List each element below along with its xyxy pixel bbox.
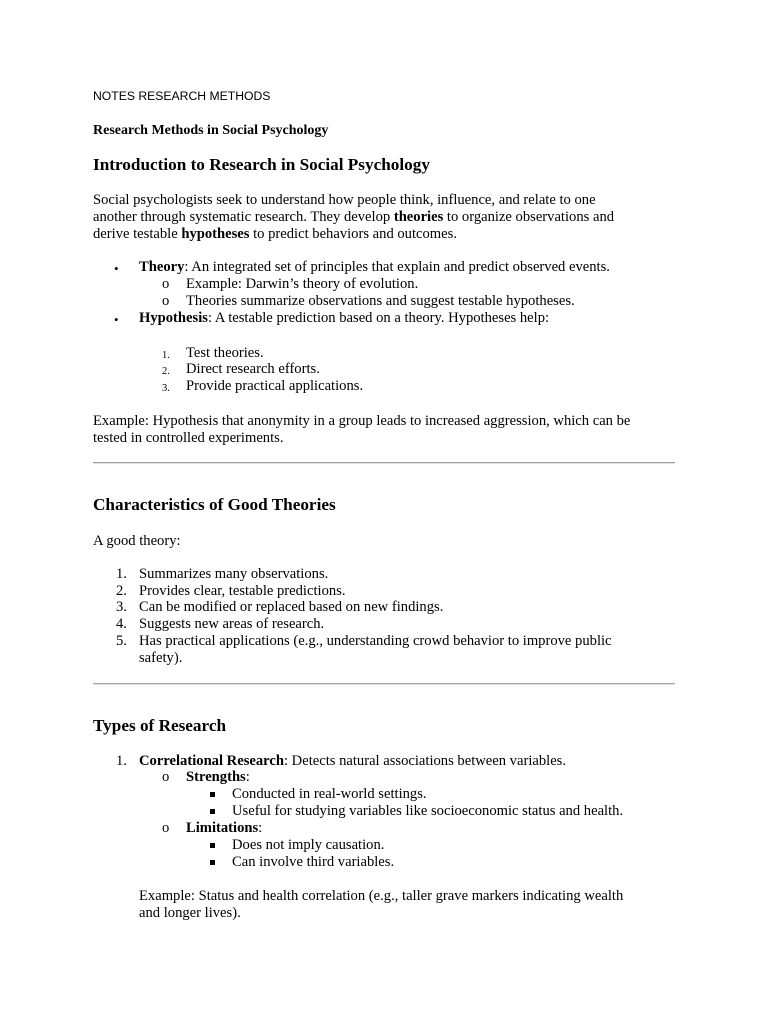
document-title: Research Methods in Social Psychology [93, 123, 329, 138]
limitation-item: Can involve third variables. [232, 854, 395, 870]
intro-example [93, 413, 683, 447]
square-bullet-icon [210, 809, 215, 814]
top-label: NOTES RESEARCH METHODS [93, 89, 271, 103]
bullet-theory-marker: • [114, 261, 119, 276]
intro-example-line-1: Example: Hypothesis that anonymity in a group leads to increased aggression, which can be [93, 413, 631, 429]
types-item-correlational: Correlational Research: Detects natural associations between variables. [139, 753, 567, 769]
square-bullet-icon [210, 860, 215, 865]
good-theory-number: 5. [116, 633, 127, 649]
strengths-label: Strengths: [186, 769, 250, 785]
good-theory-item-continued: safety). [139, 650, 183, 666]
square-bullet-icon [210, 792, 215, 797]
bullet-theory: Theory: An integrated set of principles that explain and predict observed events. [139, 259, 610, 275]
sub-bullet-marker: o [162, 769, 170, 785]
hypothesis-list-item: Test theories. [186, 345, 264, 361]
intro-paragraph [93, 192, 683, 243]
good-theories-heading: Characteristics of Good Theories [93, 495, 336, 514]
sub-bullet-marker: o [162, 276, 170, 292]
good-theory-number: 4. [116, 616, 127, 632]
sub-bullet-darwin: Example: Darwin’s theory of evolution. [186, 276, 419, 292]
strength-item: Conducted in real-world settings. [232, 786, 427, 802]
sub-bullet-summarize: Theories summarize observations and suggest testable hypotheses. [186, 293, 575, 309]
limitation-item: Does not imply causation. [232, 837, 385, 853]
hypothesis-list-item: Provide practical applications. [186, 378, 364, 394]
bullet-hypothesis-marker: • [114, 312, 119, 327]
hypothesis-list-number: 1. [162, 350, 170, 361]
hypothesis-list-number: 3. [162, 383, 170, 394]
bullet-hypothesis: Hypothesis: A testable prediction based on a theory. Hypotheses help: [139, 310, 550, 326]
good-theory-item: Can be modified or replaced based on new findings. [139, 599, 444, 615]
square-bullet-icon [210, 843, 215, 848]
intro-heading: Introduction to Research in Social Psychology [93, 155, 430, 174]
good-theory-item: Provides clear, testable predictions. [139, 583, 346, 599]
good-theory-number: 2. [116, 583, 127, 599]
sub-bullet-marker: o [162, 820, 170, 836]
section-divider [93, 462, 675, 464]
intro-para-line-2: another through systematic research. They develop theories to organize observations and [93, 209, 615, 225]
hypothesis-list-item: Direct research efforts. [186, 361, 320, 377]
types-heading: Types of Research [93, 716, 227, 735]
good-theory-item: Summarizes many observations. [139, 566, 329, 582]
sub-bullet-marker: o [162, 293, 170, 309]
section-divider [93, 683, 675, 685]
intro-para-line-1: Social psychologists seek to understand how people think, influence, and relate to one [93, 192, 596, 208]
correlational-example [139, 888, 679, 922]
strength-item: Useful for studying variables like socioeconomic status and health. [232, 803, 624, 819]
hypothesis-list-number: 2. [162, 366, 170, 377]
limitations-label: Limitations: [186, 820, 263, 836]
intro-example-line-2: tested in controlled experiments. [93, 430, 284, 446]
good-theories-lead: A good theory: [93, 533, 181, 549]
good-theory-number: 3. [116, 599, 127, 615]
correlational-example-line-1: Example: Status and health correlation (e.g., taller grave markers indicating wealth [139, 888, 624, 904]
good-theory-number: 1. [116, 566, 127, 582]
good-theory-item: Suggests new areas of research. [139, 616, 325, 632]
intro-para-line-3: derive testable hypotheses to predict behaviors and outcomes. [93, 226, 457, 242]
good-theory-item: Has practical applications (e.g., understanding crowd behavior to improve public [139, 633, 612, 649]
correlational-example-line-2: and longer lives). [139, 905, 241, 921]
types-item-number: 1. [116, 753, 127, 769]
